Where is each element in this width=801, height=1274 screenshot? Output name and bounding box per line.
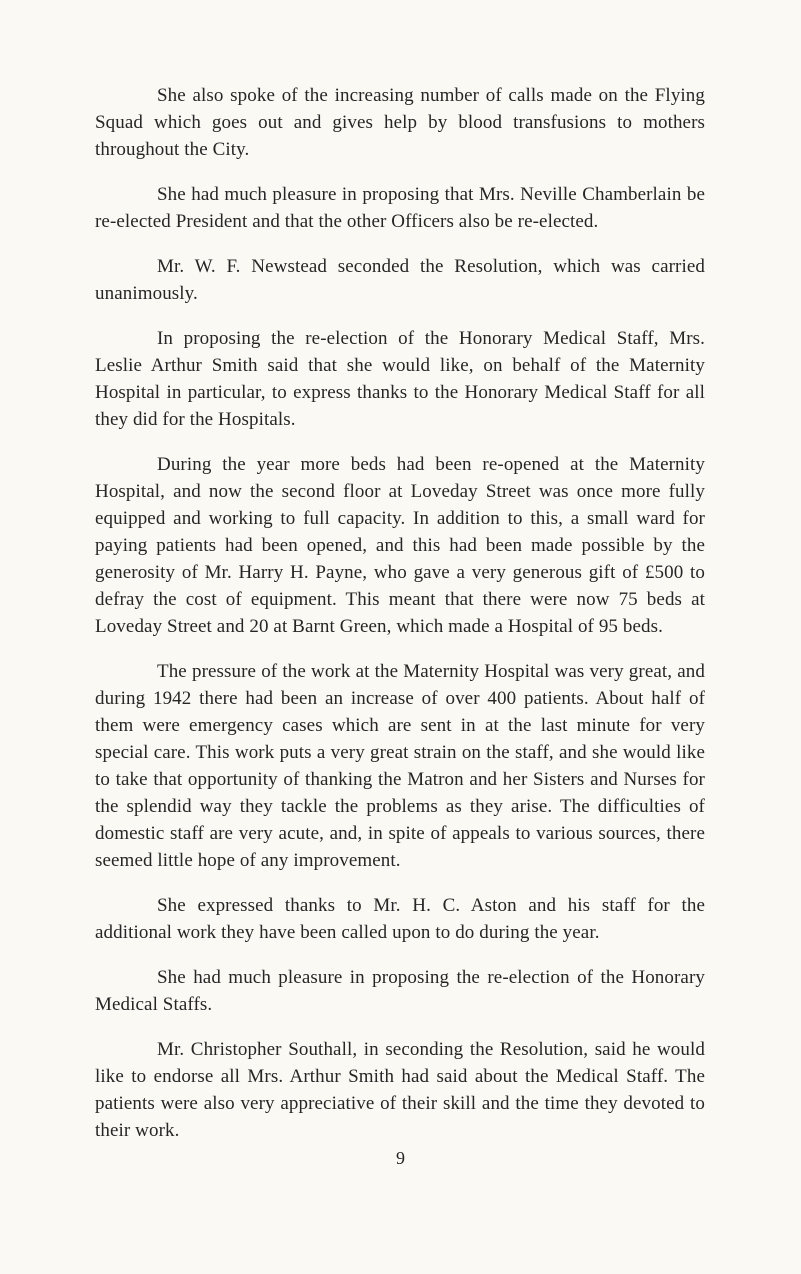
document-body	[95, 82, 705, 1162]
page-number: 9	[396, 1148, 405, 1168]
paragraph-thanks-aston: She expressed thanks to Mr. H. C. Aston and his staff for the additional work they have been called upon to do during the year.	[95, 895, 705, 943]
paragraph-work-pressure: The pressure of the work at the Maternity Hospital was very great, and during 1942 there had been an increase of over 400 patients. About half of them were emergency cases which are sent in at the last minute for very special care. This work puts a very great strain on the staff, and she would like to take that opportunity of thanking the Matron and her Sisters and Nurses for the splendid way they tackle the problems as they arise. The difficulties of domestic staff are very acute, and, in spite of appeals to various sources, there seemed little hope of any improvement.	[95, 661, 705, 871]
paragraph-beds-reopened: During the year more beds had been re-opened at the Maternity Hospital, and now the second floor at Loveday Street was once more fully equipped and working to full capacity. In addition to this, a small ward for paying patients had been opened, and this had been made possible by the generosity of Mr. Harry H. Payne, who gave a very generous gift of £500 to defray the cost of equipment. This meant that there were now 75 beds at Loveday Street and 20 at Barnt Green, which made a Hospital of 95 beds.	[95, 454, 705, 637]
paragraph-southall-seconding: Mr. Christopher Southall, in seconding the Resolution, said he would like to endorse all Mrs. Arthur Smith had said about the Medical Staff. The patients were also very appreciative of their skill and the time they devoted to their work.	[95, 1039, 705, 1141]
paragraph-seconded: Mr. W. F. Newstead seconded the Resolution, which was carried unanimously.	[95, 256, 705, 304]
paragraph-staffs-reelection: She had much pleasure in proposing the re-election of the Honorary Medical Staffs.	[95, 967, 705, 1015]
paragraph-flying-squad: She also spoke of the increasing number of calls made on the Flying Squad which goes out and gives help by blood transfusions to mothers throughout the City.	[95, 85, 705, 160]
paragraph-president-proposal: She had much pleasure in proposing that Mrs. Neville Chamberlain be re-elected President and that the other Officers also be re-elected.	[95, 184, 705, 232]
paragraph-medical-staff-proposal: In proposing the re-election of the Honorary Medical Staff, Mrs. Leslie Arthur Smith said that she would like, on behalf of the Maternity Hospital in particular, to express thanks to the Honorary Medical Staff for all they did for the Hospitals.	[95, 328, 705, 430]
